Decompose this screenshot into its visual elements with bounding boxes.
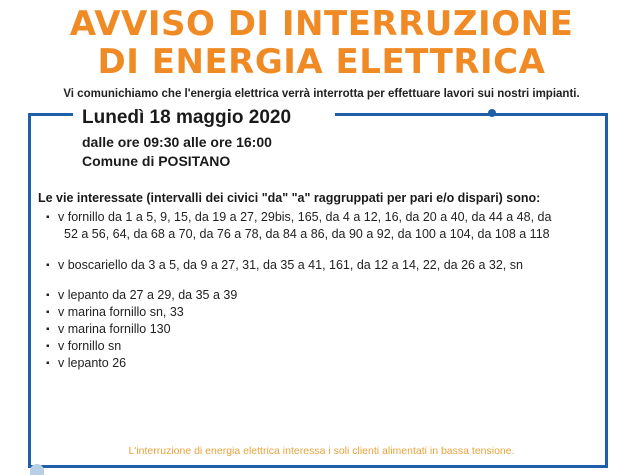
frame-top-border-left bbox=[28, 113, 73, 116]
street-item-lepanto-range bbox=[46, 287, 591, 304]
bullet-icon: ▪ bbox=[46, 341, 50, 352]
bullet-icon: ▪ bbox=[46, 324, 50, 335]
title-line-1: AVVISO DI INTERRUZIONE bbox=[69, 4, 574, 44]
street-text: v marina fornillo 130 bbox=[58, 322, 171, 336]
outage-date: Lunedì 18 maggio 2020 bbox=[82, 107, 292, 128]
street-text: v fornillo sn bbox=[58, 339, 122, 353]
bullet-icon: ▪ bbox=[46, 260, 50, 271]
street-text: v marina fornillo sn, 33 bbox=[58, 305, 184, 319]
street-item-marina-fornillo-33 bbox=[46, 304, 591, 321]
frame-dot-marker bbox=[488, 109, 496, 117]
street-text: v lepanto 26 bbox=[58, 356, 127, 370]
outage-time: dalle ore 09:30 alle ore 16:00 bbox=[82, 134, 272, 150]
intro-text: Vi comunichiamo che l'energia elettrica verrà interrotta per effettuare lavori sui nostri impianti. bbox=[63, 88, 580, 100]
street-item-fornillo-sn bbox=[46, 338, 591, 355]
title-line-2: DI ENERGIA ELETTRICA bbox=[97, 42, 546, 82]
corner-decoration bbox=[30, 464, 44, 475]
bullet-icon: ▪ bbox=[46, 307, 50, 318]
bullet-icon: ▪ bbox=[46, 290, 50, 301]
street-item-lepanto-26 bbox=[46, 355, 591, 372]
bullet-icon: ▪ bbox=[46, 212, 50, 223]
street-text: v lepanto da 27 a 29, da 35 a 39 bbox=[58, 288, 238, 302]
street-item-boscariello bbox=[46, 257, 591, 274]
street-text: v fornillo da 1 a 5, 9, 15, da 19 a 27, 29bis, 165, da 4 a 12, 16, da 20 a 40, da 44 a 48, da bbox=[58, 210, 552, 224]
streets-heading: Le vie interessate (intervalli dei civici "da" "a" raggruppati per pari e/o dispari) sono: bbox=[38, 191, 541, 205]
street-item-marina-fornillo-130 bbox=[46, 321, 591, 338]
bullet-icon: ▪ bbox=[46, 358, 50, 369]
frame-top-border-right bbox=[335, 113, 608, 116]
street-text-continued: 52 a 56, 64, da 68 a 70, da 76 a 78, da 84 a 86, da 90 a 92, da 100 a 104, da 108 a 118 bbox=[64, 227, 550, 241]
street-item-fornillo bbox=[46, 209, 591, 243]
footer-note: L'interruzione di energia elettrica interessa i soli clienti alimentati in bassa tensione. bbox=[128, 445, 515, 457]
outage-comune: Comune di POSITANO bbox=[82, 153, 231, 169]
street-text: v boscariello da 3 a 5, da 9 a 27, 31, da 35 a 41, 161, da 12 a 14, 22, da 26 a 32, sn bbox=[58, 258, 523, 272]
